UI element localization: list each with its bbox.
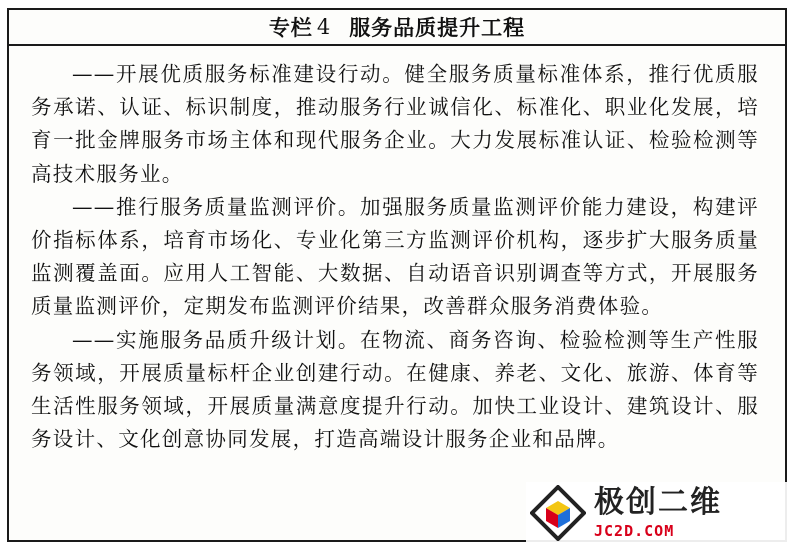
column-body [9, 46, 785, 456]
column-title: 服务品质提升工程 [349, 16, 526, 40]
paragraph-service-standards: ——开展优质服务标准建设行动。健全服务质量标准体系，推行优质服务承诺、认证、标识制度，推动服务行业诚信化、标准化、职业化发展，培育一批金牌服务市场主体和现代服务企业。大力发展标准认证、检验检测等高技术服务业。 [31, 62, 759, 186]
column-box [7, 8, 787, 542]
watermark-title: 极创二维 [594, 484, 722, 520]
paragraph-quality-upgrade: ——实施服务品质升级计划。在物流、商务咨询、检验检测等生产性服务领域，开展质量标杆企业创建行动。在健康、养老、文化、旅游、体育等生活性服务领域，开展质量满意度提升行动。加快工业设计、建筑设计、服务设计、文化创意协同发展，打造高端设计服务企业和品牌。 [31, 327, 759, 452]
watermark-site: JC2D.COM [594, 521, 675, 540]
paragraph-quality-monitoring: ——推行服务质量监测评价。加强服务质量监测评价能力建设，构建评价指标体系，培育市场化、专业化第三方监测评价机构，逐步扩大服务质量监测覆盖面。应用人工智能、大数据、自动语音识别调查等方式，开展服务质量监测评价，定期发布监测评价结果，改善群众服务消费体验。 [31, 194, 759, 319]
column-header [9, 10, 785, 46]
watermark [526, 482, 794, 544]
column-number: 4 [316, 15, 332, 39]
column-label: 专栏 [268, 16, 313, 40]
cube-logo-icon [530, 485, 586, 541]
watermark-text [594, 484, 722, 540]
